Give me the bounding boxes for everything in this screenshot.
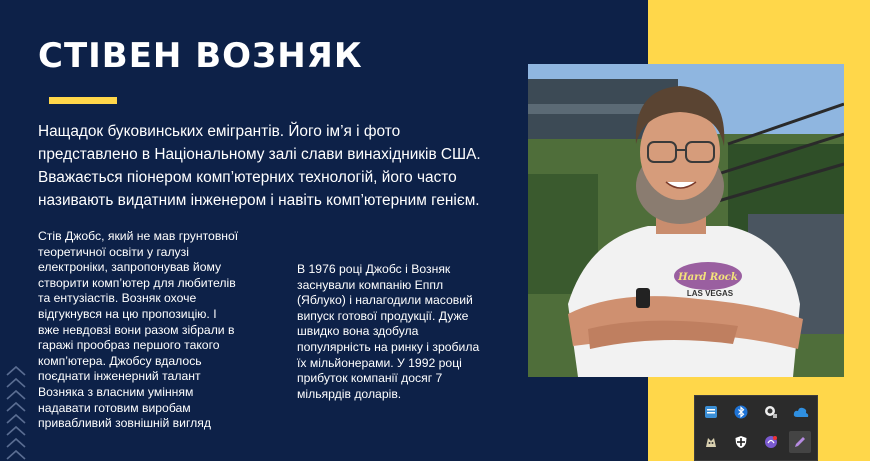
pen-icon[interactable] <box>789 431 811 453</box>
text-line: заснували компанію Еппл <box>297 277 444 292</box>
text-line: поєднати інженерний талант <box>38 369 201 384</box>
system-tray-overflow <box>694 395 818 461</box>
bluetooth-icon[interactable] <box>733 404 749 420</box>
text-line: гаражі прообраз першого такого <box>38 338 220 353</box>
text-line: В 1976 році Джобс і Возняк <box>297 262 451 276</box>
app-icon[interactable] <box>763 404 779 420</box>
text-line: створити комп’ютер для любителів <box>38 275 236 290</box>
text-line: їх мільйонерами. У 1992 році <box>297 355 462 370</box>
text-line: електроніки, запропонував йому <box>38 260 222 275</box>
text-line: мільярдів доларів. <box>297 386 402 401</box>
text-line: Возняка з власним умінням <box>38 384 194 399</box>
text-line: відгукнувся на цю пропозицію. І <box>38 306 217 321</box>
text-line: привабливий зовнішній вигляд <box>38 416 211 431</box>
security-shield-icon[interactable] <box>733 434 749 450</box>
slide-title: СТІВЕН ВОЗНЯК <box>38 36 363 76</box>
text-line: швидко вона здобула <box>297 324 419 339</box>
shirt-logo-text: Hard Rock <box>678 272 738 283</box>
text-line: теоретичної освіти у галузі <box>38 244 189 259</box>
portrait-illustration <box>528 64 844 377</box>
intro-line: Вважається піонером комп’ютерних технологій, його часто <box>38 169 457 186</box>
text-line: комп’ютера. Джобсу вдалось <box>38 353 202 368</box>
text-line: вже невдовзі вони разом зібрали в <box>38 322 235 337</box>
intro-line: представлено в Національному залі слави винахідників США. <box>38 146 481 163</box>
intro-paragraph <box>38 120 528 212</box>
text-line: Стів Джобс, який не мав грунтовної <box>38 229 239 243</box>
cloud-icon[interactable] <box>793 404 809 420</box>
chevron-up-icon <box>5 365 27 461</box>
text-line: прибуток компанії досяг 7 <box>297 371 443 386</box>
intro-line: Нащадок буковинських емігрантів. Його ім’я і фото <box>38 123 401 140</box>
wolf-app-icon[interactable] <box>703 434 719 450</box>
text-line: надавати готовим виробам <box>38 400 191 415</box>
text-line: випуск готової продукції. Дуже <box>297 308 469 323</box>
title-accent-bar <box>49 97 117 104</box>
shirt-location-text: LAS VEGAS <box>686 289 734 298</box>
messenger-icon[interactable] <box>763 434 779 450</box>
text-line: популярність на ринку і зробила <box>297 339 480 354</box>
network-monitor-icon[interactable] <box>703 404 719 420</box>
right-column-text <box>297 262 527 402</box>
portrait-photo <box>528 64 844 377</box>
text-line: (Яблуко) і налагодили масовий <box>297 293 473 308</box>
intro-line: називають видатним інженером і навіть комп’ютерним генієм. <box>38 192 480 209</box>
text-line: та ентузіастів. Возняк охоче <box>38 291 197 306</box>
left-column-text <box>38 229 268 432</box>
